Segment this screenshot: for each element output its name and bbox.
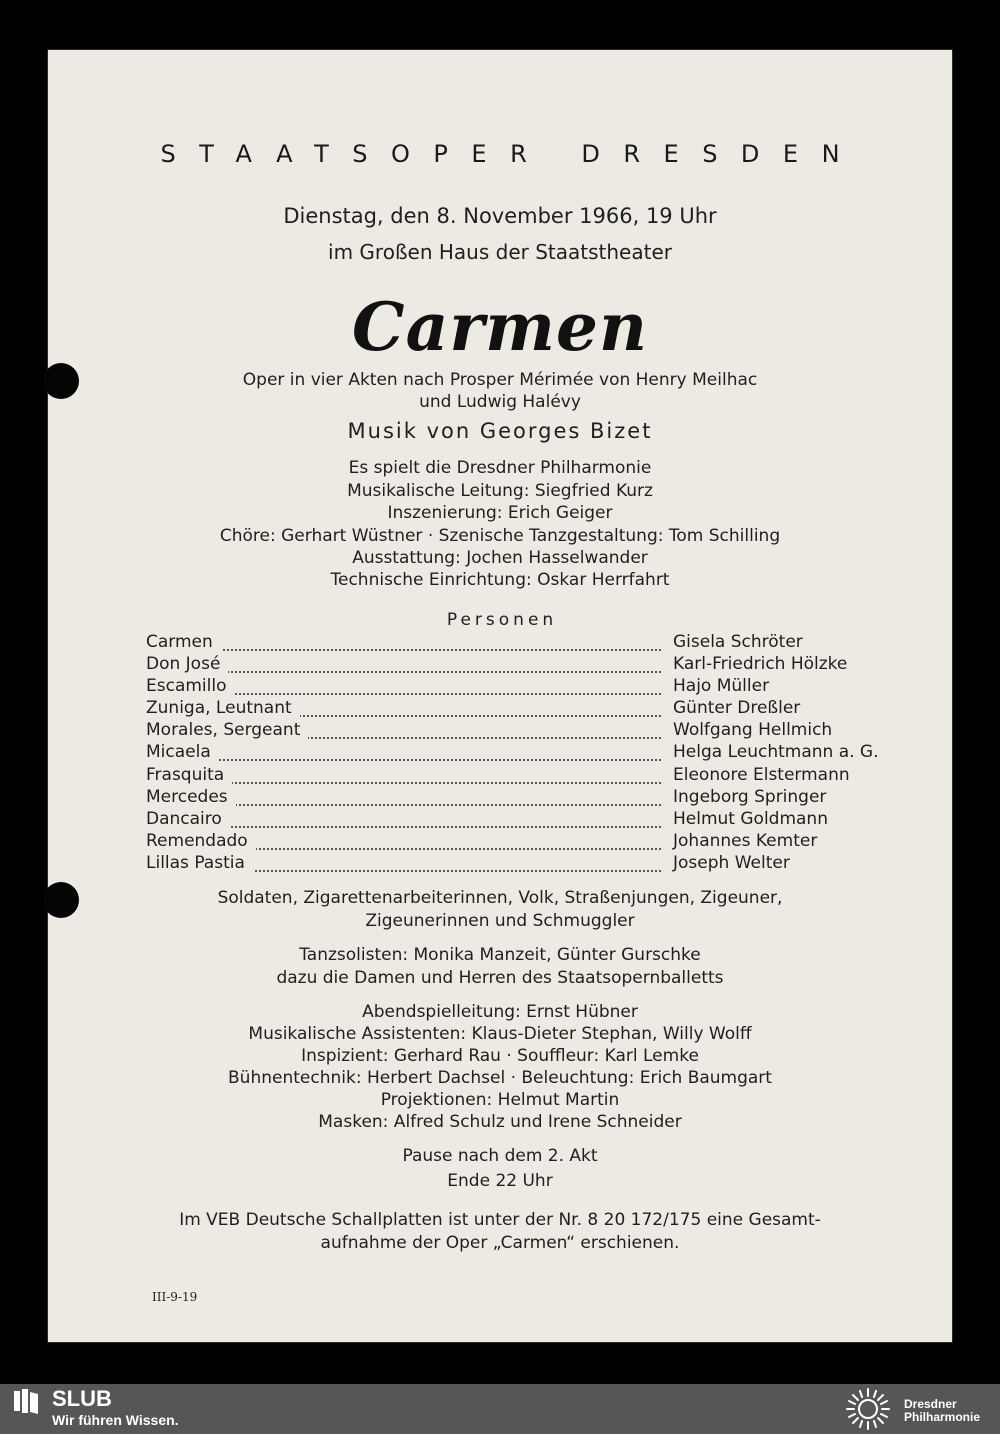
cast-actor: Joseph Welter <box>673 852 790 873</box>
cast-actor: Wolfgang Hellmich <box>673 720 833 741</box>
leader-dots <box>206 635 661 651</box>
cast-row <box>146 765 906 787</box>
leader-dots <box>206 768 661 784</box>
cast-role: Zuniga, Leutnant <box>146 698 300 718</box>
cast-row <box>146 831 906 853</box>
cast-row <box>146 654 906 676</box>
staff-line: Musikalische Assistenten: Klaus-Dieter Stephan, Willy Wolff <box>248 1024 752 1044</box>
record-note-line-1: Im VEB Deutsche Schallplatten ist unter der Nr. 8 20 172/175 eine Gesamt- <box>179 1210 821 1230</box>
staff-line: Bühnentechnik: Herbert Dachsel · Beleuchtung: Erich Baumgart <box>228 1068 772 1088</box>
program-sheet <box>48 50 952 1342</box>
staff-line: Projektionen: Helmut Martin <box>380 1090 620 1110</box>
cast-role: Carmen <box>146 632 221 652</box>
punch-hole <box>43 363 79 399</box>
cast-actor: Karl-Friedrich Hölzke <box>673 654 848 675</box>
dance-soloists-line: Tanzsolisten: Monika Manzeit, Günter Gurschke <box>299 945 701 965</box>
opera-house-name: STAATSOPER DRESDEN <box>160 140 864 168</box>
credit-line: Es spielt die Dresdner Philharmonie <box>348 458 652 478</box>
ballet-line: dazu die Damen und Herren des Staatsopernballetts <box>276 968 724 988</box>
cast-role: Frasquita <box>146 765 232 785</box>
credit-line: Technische Einrichtung: Oskar Herrfahrt <box>330 570 670 590</box>
ensemble-line-2: Zigeunerinnen und Schmuggler <box>365 911 635 931</box>
philharmonie-name: Dresdner Philharmonie <box>904 1397 981 1424</box>
staff-line: Masken: Alfred Schulz und Irene Schneider <box>318 1112 682 1132</box>
cast-row <box>146 632 906 654</box>
cast-actor: Johannes Kemter <box>673 830 818 851</box>
staff-line: Inspizient: Gerhard Rau · Souffleur: Karl Lemke <box>301 1046 699 1066</box>
catalog-number: III-9-19 <box>152 1290 198 1304</box>
cast-actor: Helga Leuchtmann a. G. <box>673 742 879 763</box>
slub-slogan: Wir führen Wissen. <box>52 1412 179 1428</box>
leader-dots <box>206 790 661 806</box>
leader-dots <box>206 834 661 850</box>
footer-bar <box>0 1384 1000 1434</box>
book-icon <box>12 1388 40 1416</box>
staff-line: Abendspielleitung: Ernst Hübner <box>362 1002 638 1022</box>
pause-note: Pause nach dem 2. Akt <box>402 1146 598 1166</box>
cast-role: Morales, Sergeant <box>146 720 308 740</box>
cast-row <box>146 853 906 875</box>
cast-actor: Hajo Müller <box>673 676 770 697</box>
cast-row <box>146 787 906 809</box>
cast-role: Dancairo <box>146 809 230 829</box>
leader-dots <box>206 812 661 828</box>
cast-actor: Gisela Schröter <box>673 632 803 652</box>
cast-actor: Helmut Goldmann <box>673 808 828 829</box>
sunburst-icon <box>842 1386 894 1432</box>
cast-role: Don José <box>146 654 228 674</box>
cast-role: Micaela <box>146 742 219 762</box>
credit-line: Musikalische Leitung: Siegfried Kurz <box>347 481 653 501</box>
cast-role: Lillas Pastia <box>146 853 253 873</box>
end-time: Ende 22 Uhr <box>447 1171 553 1191</box>
opera-subtitle-line-2: und Ludwig Halévy <box>419 392 581 412</box>
opera-title: Carmen <box>352 288 648 366</box>
performance-venue: im Großen Haus der Staatstheater <box>328 240 672 264</box>
cast-row <box>146 676 906 698</box>
slub-name: SLUB <box>52 1386 112 1411</box>
leader-dots <box>206 745 661 761</box>
cast-list <box>146 632 906 875</box>
cast-heading: Personen <box>446 610 558 630</box>
leader-dots <box>206 657 661 673</box>
cast-role: Escamillo <box>146 676 235 696</box>
cast-role: Remendado <box>146 831 256 851</box>
cast-actor: Ingeborg Springer <box>673 786 827 807</box>
cast-row <box>146 720 906 742</box>
credit-line: Chöre: Gerhart Wüstner · Szenische Tanzgestaltung: Tom Schilling <box>219 526 781 546</box>
performance-date: Dienstag, den 8. November 1966, 19 Uhr <box>283 204 717 228</box>
leader-dots <box>206 679 661 695</box>
cast-role: Mercedes <box>146 787 236 807</box>
ensemble-line-1: Soldaten, Zigarettenarbeiterinnen, Volk, Straßenjungen, Zigeuner, <box>217 888 783 908</box>
cast-actor: Günter Dreßler <box>673 698 801 719</box>
leader-dots <box>206 856 661 872</box>
composer-line: Musik von Georges Bizet <box>347 419 653 443</box>
record-note-line-2: aufnahme der Oper „Carmen“ erschienen. <box>320 1233 680 1253</box>
cast-row <box>146 809 906 831</box>
opera-subtitle-line-1: Oper in vier Akten nach Prosper Mérimée von Henry Meilhac <box>242 370 758 390</box>
credit-line: Inszenierung: Erich Geiger <box>387 503 613 523</box>
cast-row <box>146 742 906 764</box>
cast-row <box>146 698 906 720</box>
punch-hole <box>43 882 79 918</box>
cast-actor: Eleonore Elstermann <box>673 764 850 785</box>
credit-line: Ausstattung: Jochen Hasselwander <box>352 548 648 568</box>
